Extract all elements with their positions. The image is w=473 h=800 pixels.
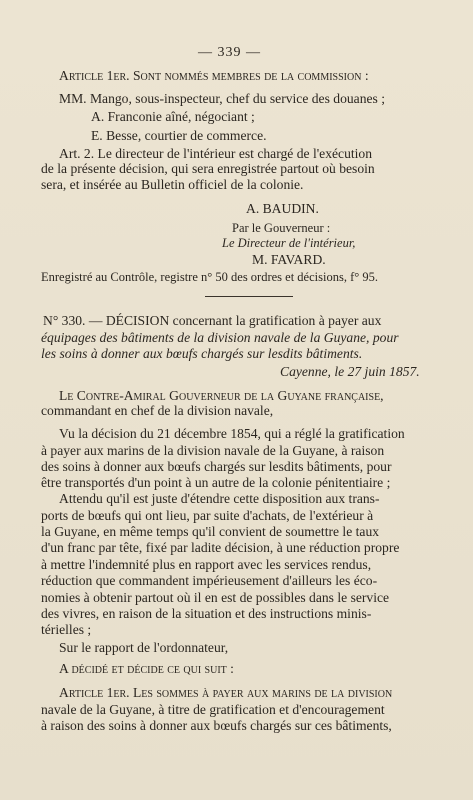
text-line: Le Directeur de l'intérieur, [222, 236, 356, 250]
text-line: térielles ; [41, 622, 92, 637]
text-line: Par le Gouverneur : [232, 221, 331, 235]
text-line: d'un franc par tête, fixé par ladite décision, à une réduction propre [41, 540, 400, 555]
section-divider [205, 296, 293, 297]
text-line: A décidé et décide ce qui suit : [59, 661, 234, 676]
text-line: Le Contre-Amiral Gouverneur de la Guyane française, [59, 388, 384, 403]
text-line: à mettre l'indemnité plus en rapport avec les services rendus, [41, 557, 372, 572]
text-line: sera, et insérée au Bulletin officiel de la colonie. [41, 177, 304, 192]
decision-date: Cayenne, le 27 juin 1857. [280, 364, 420, 379]
text-line: navale de la Guyane, à titre de gratification et d'encouragement [41, 702, 385, 717]
text-line: ports de bœufs qui ont lieu, par suite d'achats, de l'extérieur à [41, 508, 374, 523]
text-line: à raison des soins à donner aux bœufs chargés sur ces bâtiments, [41, 718, 392, 733]
text-line: E. Besse, courtier de commerce. [91, 128, 267, 143]
text-line: MM. Mango, sous-inspecteur, chef du service des douanes ; [59, 91, 386, 106]
text-line: Article 1er. Les sommes à payer aux marins de la division [59, 685, 393, 700]
text-line: Attendu qu'il est juste d'étendre cette disposition aux trans- [59, 491, 380, 506]
text-line: être transportés d'un point à un autre de la colonie pénitentiaire ; [41, 475, 391, 490]
text-line: commandant en chef de la division navale, [41, 403, 274, 418]
signature-favard: M. FAVARD. [252, 252, 326, 267]
text-line: des vivres, en raison de la situation et des instructions minis- [41, 606, 372, 621]
text-line: Vu la décision du 21 décembre 1854, qui a réglé la gratification [59, 426, 405, 441]
signature-baudin: A. BAUDIN. [246, 201, 319, 216]
text-line: à payer aux marins de la division navale de la Guyane, à raison [41, 443, 385, 458]
text-line: nomies à obtenir partout où il en est de possibles dans le service [41, 590, 390, 605]
text-line: de la présente décision, qui sera enregistrée partout où besoin [41, 161, 375, 176]
text-line: Sur le rapport de l'ordonnateur, [59, 640, 229, 655]
text-line: des soins à donner aux bœufs chargés sur lesdits bâtiments, pour [41, 459, 392, 474]
text-line: Enregistré au Contrôle, registre n° 50 des ordres et décisions, f° 95. [41, 270, 378, 284]
text-line: Article 1er. Sont nommés membres de la commission : [59, 68, 369, 83]
text-line: équipages des bâtiments de la division navale de la Guyane, pour [41, 330, 399, 345]
text-line: les soins à donner aux bœufs chargés sur lesdits bâtiments. [41, 346, 363, 361]
decision-heading: N° 330. — DÉCISION concernant la gratification à payer aux [43, 313, 382, 328]
text-line: A. Franconie aîné, négociant ; [91, 109, 255, 124]
text-line: réduction que commandent impérieusement d'ailleurs les éco- [41, 573, 378, 588]
text-line: la Guyane, en même temps qu'il convient de soumettre le taux [41, 524, 380, 539]
text-line: Art. 2. Le directeur de l'intérieur est chargé de l'exécution [59, 146, 373, 161]
page-number: — 339 — [198, 45, 261, 60]
